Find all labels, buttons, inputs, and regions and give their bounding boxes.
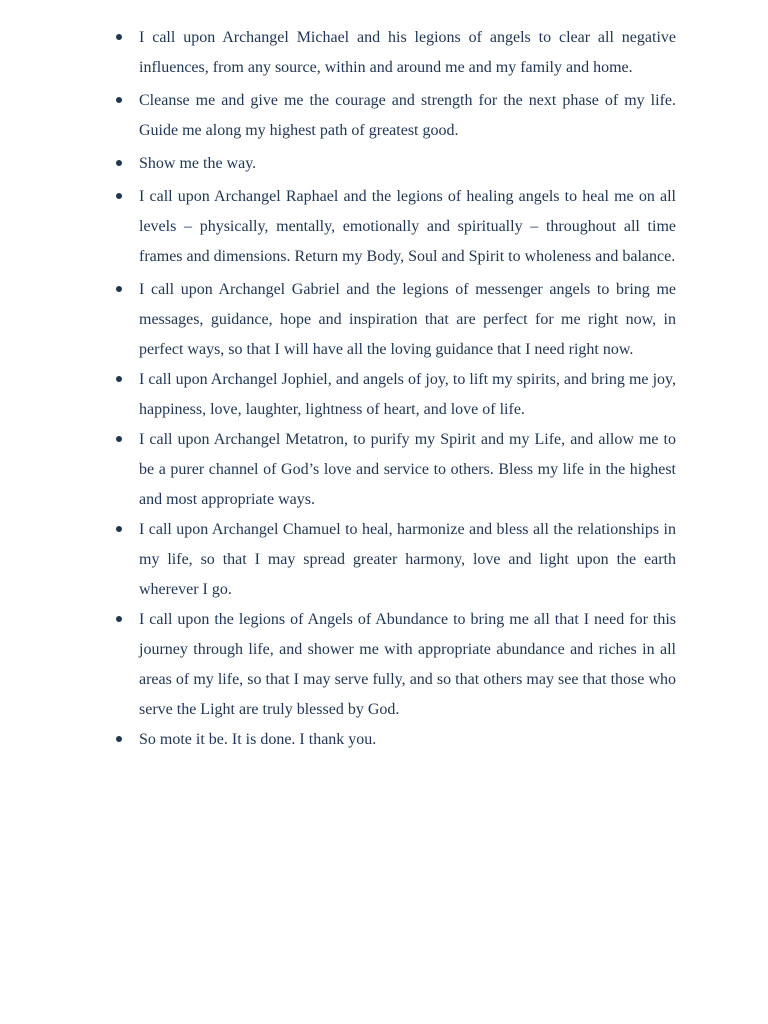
list-item [114, 275, 676, 365]
list-item-text: I call upon Archangel Michael and his legions of angels to clear all negative influences, from any source, within and around me and my family and home. [139, 29, 676, 76]
list-item [114, 605, 676, 725]
list-item [114, 182, 676, 272]
prayer-bullet-list [114, 23, 676, 755]
list-item-text: I call upon Archangel Gabriel and the legions of messenger angels to bring me messages, guidance, hope and inspiration that are perfect for me right now, in perfect ways, so that I will have all the loving guidance that I need right now. [139, 281, 676, 358]
bullet-icon [116, 526, 122, 532]
list-item-text: Show me the way. [139, 155, 257, 172]
list-item [114, 515, 676, 605]
list-item [114, 86, 676, 146]
list-item [114, 23, 676, 83]
bullet-icon [116, 436, 122, 442]
list-item-text: Cleanse me and give me the courage and strength for the next phase of my life. Guide me along my highest path of greatest good. [139, 92, 676, 139]
list-item [114, 149, 676, 179]
list-item [114, 365, 676, 425]
list-item-text: So mote it be. It is done. I thank you. [139, 731, 377, 748]
bullet-icon [116, 160, 122, 166]
bullet-icon [116, 193, 122, 199]
list-item-text: I call upon Archangel Chamuel to heal, harmonize and bless all the relationships in my life, so that I may spread greater harmony, love and light upon the earth wherever I go. [139, 521, 676, 598]
list-item-text: I call upon the legions of Angels of Abundance to bring me all that I need for this journey through life, and shower me with appropriate abundance and riches in all areas of my life, so that I may serve fully, and so that others may see that those who serve the Light are truly blessed by God. [139, 611, 676, 718]
list-item-text: I call upon Archangel Metatron, to purify my Spirit and my Life, and allow me to be a purer channel of God’s love and service to others. Bless my life in the highest and most appropriate ways. [139, 431, 676, 508]
bullet-icon [116, 376, 122, 382]
bullet-icon [116, 616, 122, 622]
list-item-text: I call upon Archangel Raphael and the legions of healing angels to heal me on all levels – physically, mentally, emotionally and spiritually – throughout all time frames and dimensions. Return my Body, Soul and Spirit to wholeness and balance. [139, 188, 676, 265]
bullet-icon [116, 286, 122, 292]
bullet-icon [116, 97, 122, 103]
bullet-icon [116, 736, 122, 742]
list-item [114, 425, 676, 515]
list-item-text: I call upon Archangel Jophiel, and angels of joy, to lift my spirits, and bring me joy, happiness, love, laughter, lightness of heart, and love of life. [139, 371, 676, 418]
list-item [114, 725, 676, 755]
bullet-icon [116, 34, 122, 40]
